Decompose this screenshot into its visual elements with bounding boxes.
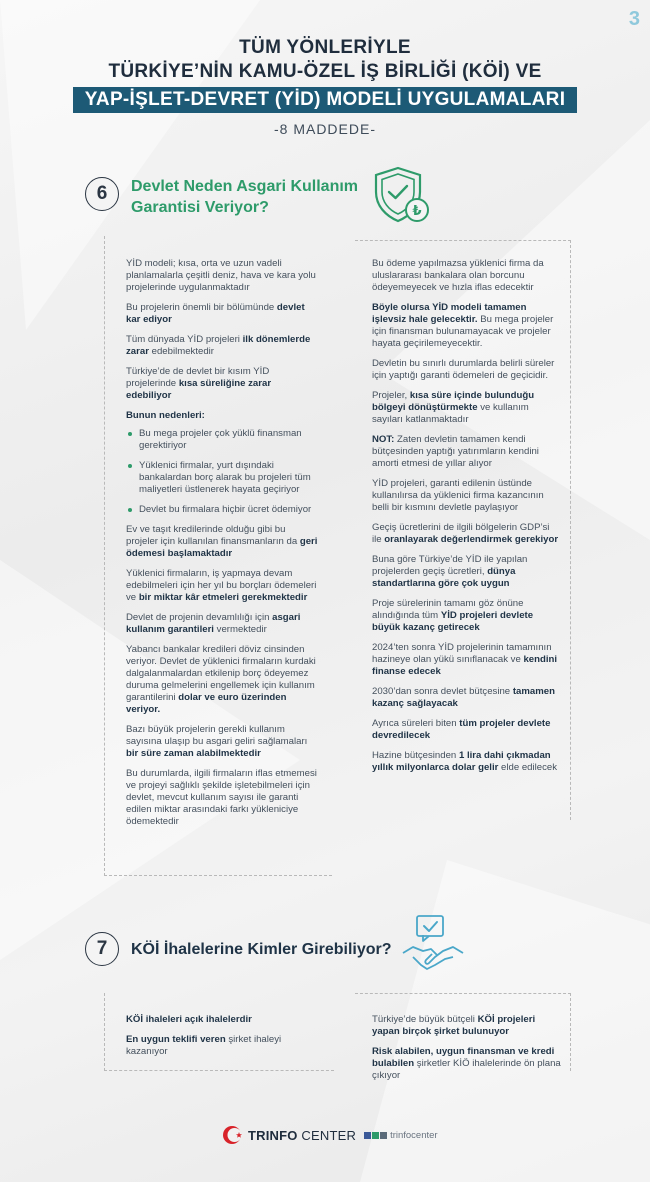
paragraph: Böyle olursa YİD modeli tamamen işlevsiz hale gelecektir. Bu mega projeler için finansman bulunamayacak ve projeler hayata geçirilemeyecektir. <box>372 302 554 349</box>
section-7-left-column <box>126 1014 322 1066</box>
paragraph: Ayrıca süreleri biten tüm projeler devlete devredilecek <box>372 718 551 741</box>
paragraph: Devletin bu sınırlı durumlarda belirli süreler için yaptığı garanti ödemeleri de geçicidir. <box>372 358 555 381</box>
list-item: Devlet bu firmalara hiçbir ücret ödemiyor <box>126 504 318 516</box>
note-paragraph: NOT: Zaten devletin tamamen kendi bütçesinden yaptığı yatırımların kendini amorti etmesi de yıllar alıyor <box>372 434 539 469</box>
section-7-number: 7 <box>85 932 119 966</box>
section-6-left-column <box>126 258 318 836</box>
section-6-title-line-1: Devlet Neden Asgari Kullanım <box>131 178 359 195</box>
reasons-heading: Bunun nedenleri: <box>126 410 205 421</box>
header-subtitle: -8 MADDEDE- <box>273 121 376 137</box>
section-7-title: KÖİ İhalelerine Kimler Girebiliyor? <box>131 941 392 958</box>
instagram-icon <box>372 1132 379 1139</box>
header-line-1: TÜM YÖNLERİYLE <box>239 37 411 58</box>
paragraph: Geçiş ücretlerini de ilgili bölgelerin GDP’si ile oranlayarak değerlendirmek gerekiyor <box>372 522 559 545</box>
brand-name: TRINFO CENTER <box>248 1127 357 1143</box>
paragraph: Yüklenici firmaların, iş yapmaya devam edebilmeleri için her yıl bu borçları ödemeleri ve bir miktar kâr etmeleri gerekmektedir <box>126 568 317 603</box>
svg-text:₺: ₺ <box>412 204 422 219</box>
list-item: Bu mega projeler çok yüklü finansman gerektiriyor <box>126 428 318 452</box>
paragraph: Bu durumlarda, ilgili firmaların iflas etmemesi ve projeyi sağlıklı şekilde işletebilmeleri için devlet, mevcut kullanım sayısı ile garanti edilen miktar arasındaki farkı yükleniciye ödemektedir <box>126 768 317 827</box>
paragraph: Proje sürelerinin tamamı göz önüne alındığında tüm YİD projeleri devlete büyük kazanç getirecek <box>372 598 534 633</box>
paragraph: Risk alabilen, uygun finansman ve kredi bulabilen şirketler KİÖ ihalelerinde ön plana çıkıyor <box>372 1046 561 1081</box>
paragraph: Ev ve taşıt kredilerinde olduğu gibi bu projeler için kullanılan finansmanların da geri ödemesi başlamaktadır <box>126 524 318 559</box>
header-line-2: TÜRKİYE’NİN KAMU-ÖZEL İŞ BİRLİĞİ (KÖİ) VE <box>108 61 542 82</box>
paragraph: Bu ödeme yapılmazsa yüklenici firma da uluslararası bankalara olan borcunu ödeyemeyecek ve hızla iflas edecektir <box>372 258 544 293</box>
header-band: YAP-İŞLET-DEVRET (YİD) MODELİ UYGULAMALARI <box>73 87 578 113</box>
section-7-right-column <box>372 1014 564 1090</box>
section-6-number: 6 <box>85 177 119 211</box>
twitter-icon <box>380 1132 387 1139</box>
section-6-title-line-2: Garantisi Veriyor? <box>131 199 269 216</box>
paragraph: 2030’dan sonra devlet bütçesine tamamen kazanç sağlayacak <box>372 686 555 709</box>
facebook-icon <box>364 1132 371 1139</box>
paragraph: Türkiye’de büyük bütçeli KÖİ projeleri yapan birçok şirket bulunuyor <box>372 1014 536 1037</box>
section-6-title <box>131 176 381 218</box>
page-number: 3 <box>628 8 640 30</box>
paragraph: Buna göre Türkiye’de YİD ile yapılan projelerden geçiş ücretleri, dünya standartlarına göre çok uygun <box>372 554 528 589</box>
shield-lira-icon <box>370 164 432 226</box>
paragraph: 2024’ten sonra YİD projelerinin tamamının hazineye olan yükü sınıflanacak ve kendini finanse edecek <box>372 642 558 677</box>
footer-logo <box>222 1124 438 1146</box>
paragraph: Yabancı bankalar kredileri döviz cinsinden veriyor. Devlet de yüklenici firmaların kurdaki dalgalanmalardan etkilenip borç ödeyemez duruma gelmelerini engellemek için kullanım garantilerini dolar ve euro üzerinden veriyor. <box>126 644 316 715</box>
handle-text: trinfocenter <box>390 1129 438 1141</box>
paragraph: Türkiye’de de devlet bir kısım YİD projelerinde kısa süreliğine zarar edebiliyor <box>126 366 272 401</box>
reasons-list <box>126 428 318 516</box>
paragraph: En uygun teklifi veren şirket ihaleyi kazanıyor <box>126 1034 282 1057</box>
list-item: Yüklenici firmalar, yurt dışındaki bankalardan borç alarak bu projeleri tüm maliyetleri üstlenerek hayata geçiriyor <box>126 460 318 496</box>
paragraph: YİD projeleri, garanti edilenin üstünde kullanılırsa da yüklenici firma kazancının belli bir kısmını devletle paylaşıyor <box>372 478 544 513</box>
paragraph: Devlet de projenin devamlılığı için asgari kullanım garantileri vermektedir <box>126 612 301 635</box>
section-6-right-column <box>372 258 560 782</box>
paragraph: Tüm dünyada YİD projeleri ilk dönemlerde zarar edebilmektedir <box>126 334 311 357</box>
paragraph: Projeler, kısa süre içinde bulunduğu bölgeyi dönüştürmekte ve kullanım sayıları katlanmaktadır <box>372 390 535 425</box>
paragraph: KÖİ ihaleleri açık ihalelerdir <box>126 1014 252 1025</box>
social-handle <box>364 1130 438 1141</box>
paragraph: Hazine bütçesinden 1 lira dahi çıkmadan yıllık milyonlarca dolar gelir elde edilecek <box>372 750 558 773</box>
paragraph: Bu projelerin önemli bir bölümünde devlet kar ediyor <box>126 302 305 325</box>
crescent-star-icon <box>222 1124 244 1146</box>
paragraph: Bazı büyük projelerin gerekli kullanım sayısına ulaşıp bu asgari geliri sağlamaları bir süre zaman alabilmektedir <box>126 724 308 759</box>
page-header <box>0 36 650 137</box>
handshake-check-icon <box>401 913 465 977</box>
paragraph: YİD modeli; kısa, orta ve uzun vadeli planlamalarla çeşitli deniz, hava ve kara yolu projelerinde uygulanmaktadır <box>126 258 316 293</box>
